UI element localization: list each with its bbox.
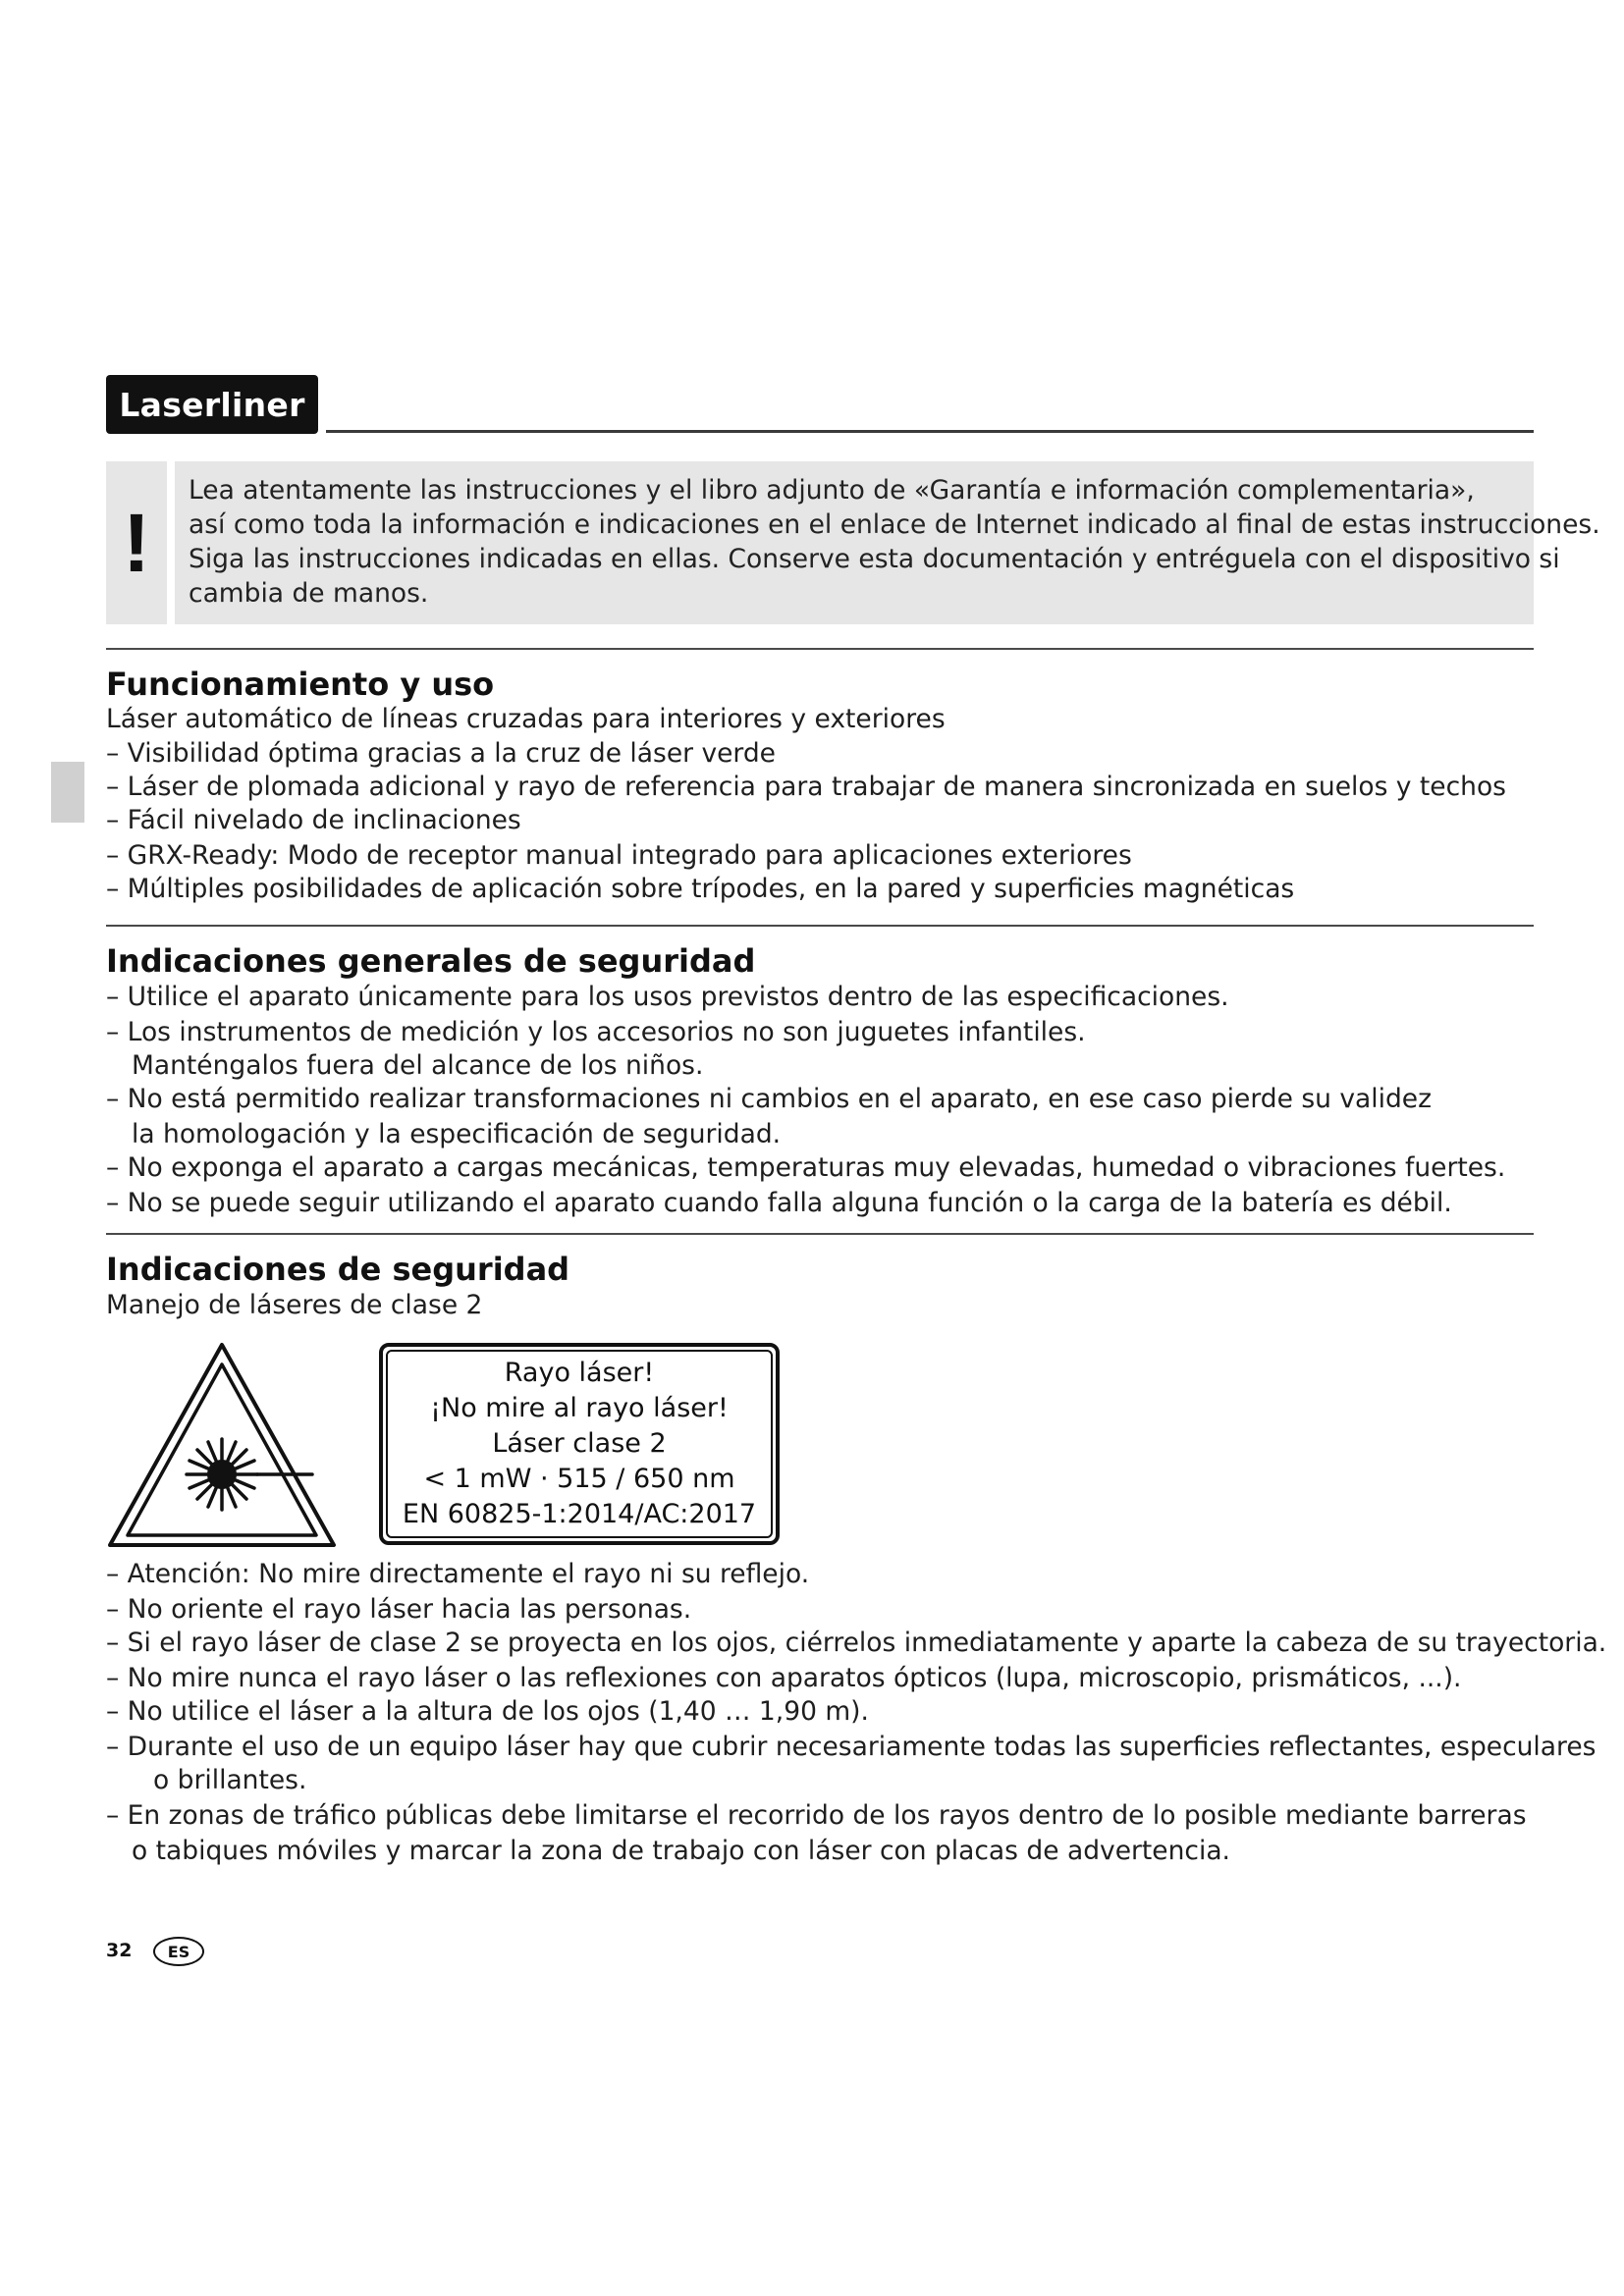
laser-warning-icon (106, 1341, 338, 1549)
section-divider (106, 648, 1534, 650)
list-item: – No mire nunca el rayo láser o las reflexiones con aparatos ópticos (lupa, microscopio, prismáticos, ...). (106, 1663, 1462, 1693)
section-title-funcionamiento: Funcionamiento y uso (106, 666, 495, 703)
list-item: – Láser de plomada adicional y rayo de referencia para trabajar de manera sincronizada en suelos y techos (106, 772, 1506, 802)
label-line: ¡No mire al rayo láser! (430, 1393, 729, 1423)
header-rule (326, 430, 1534, 433)
notice-line: cambia de manos. (189, 578, 429, 609)
list-item: – Utilice el aparato únicamente para los usos previstos dentro de las especificaciones. (106, 982, 1229, 1012)
list-item: – No se puede seguir utilizando el aparato cuando falla alguna función o la carga de la batería es débil. (106, 1188, 1452, 1218)
list-item: – Durante el uso de un equipo láser hay que cubrir necesariamente todas las superficies reflectantes, especulares (106, 1732, 1597, 1762)
list-item: – GRX-Ready: Modo de receptor manual integrado para aplicaciones exteriores (106, 840, 1132, 871)
list-item: – Atención: No mire directamente el rayo ni su reflejo. (106, 1559, 810, 1589)
list-item: – En zonas de tráfico públicas debe limitarse el recorrido de los rayos dentro de lo posible mediante barreras (106, 1800, 1527, 1831)
list-item: – Múltiples posibilidades de aplicación sobre trípodes, en la pared y superficies magnéticas (106, 874, 1295, 904)
section-divider (106, 1233, 1534, 1235)
label-line: < 1 mW · 515 / 650 nm (423, 1464, 735, 1494)
list-item-continuation: o tabiques móviles y marcar la zona de trabajo con láser con placas de advertencia. (132, 1836, 1230, 1866)
list-item: – No oriente el rayo láser hacia las personas. (106, 1594, 692, 1625)
notice-line: así como toda la información e indicaciones en el enlace de Internet indicado al final de estas instrucciones. (189, 509, 1600, 540)
list-item-continuation: la homologación y la especificación de seguridad. (132, 1119, 782, 1149)
list-item: – No exponga el aparato a cargas mecánicas, temperaturas muy elevadas, humedad o vibraciones fuertes. (106, 1152, 1506, 1183)
list-item: – Fácil nivelado de inclinaciones (106, 805, 521, 835)
label-line: EN 60825-1:2014/AC:2017 (402, 1499, 757, 1529)
label-line: Rayo láser! (504, 1358, 655, 1388)
list-item: – Los instrumentos de medición y los accesorios no son juguetes infantiles. (106, 1017, 1086, 1047)
language-badge: ES (153, 1937, 204, 1966)
brand-logo: Laserliner (106, 375, 318, 434)
section-title-seguridad: Indicaciones de seguridad (106, 1251, 570, 1288)
notice-line: Lea atentamente las instrucciones y el libro adjunto de «Garantía e información complementaria», (189, 475, 1475, 506)
seguridad-subtitle: Manejo de láseres de clase 2 (106, 1290, 483, 1320)
section-title-generales: Indicaciones generales de seguridad (106, 942, 756, 980)
funcionamiento-intro: Láser automático de líneas cruzadas para interiores y exteriores (106, 704, 946, 734)
list-item-continuation: Manténgalos fuera del alcance de los niños. (132, 1050, 704, 1081)
list-item: – Si el rayo láser de clase 2 se proyecta en los ojos, ciérrelos inmediatamente y aparte la cabeza de su trayectoria. (106, 1628, 1607, 1658)
list-item-continuation: o brillantes. (153, 1765, 307, 1795)
list-item: – No está permitido realizar transformaciones ni cambios en el aparato, en ese caso pierde su validez (106, 1084, 1433, 1114)
notice-line: Siga las instrucciones indicadas en ellas. Conserve esta documentación y entréguela con el dispositivo si (189, 544, 1560, 574)
laser-class-label (379, 1343, 780, 1545)
side-tab-marker (51, 762, 84, 823)
list-item: – No utilice el láser a la altura de los ojos (1,40 … 1,90 m). (106, 1696, 869, 1727)
list-item: – Visibilidad óptima gracias a la cruz de láser verde (106, 738, 776, 769)
exclamation-icon: ! (106, 461, 167, 624)
section-divider (106, 925, 1534, 927)
notice-box (175, 461, 1600, 624)
page-number: 32 (106, 1940, 133, 1961)
label-line: Láser clase 2 (492, 1428, 667, 1459)
